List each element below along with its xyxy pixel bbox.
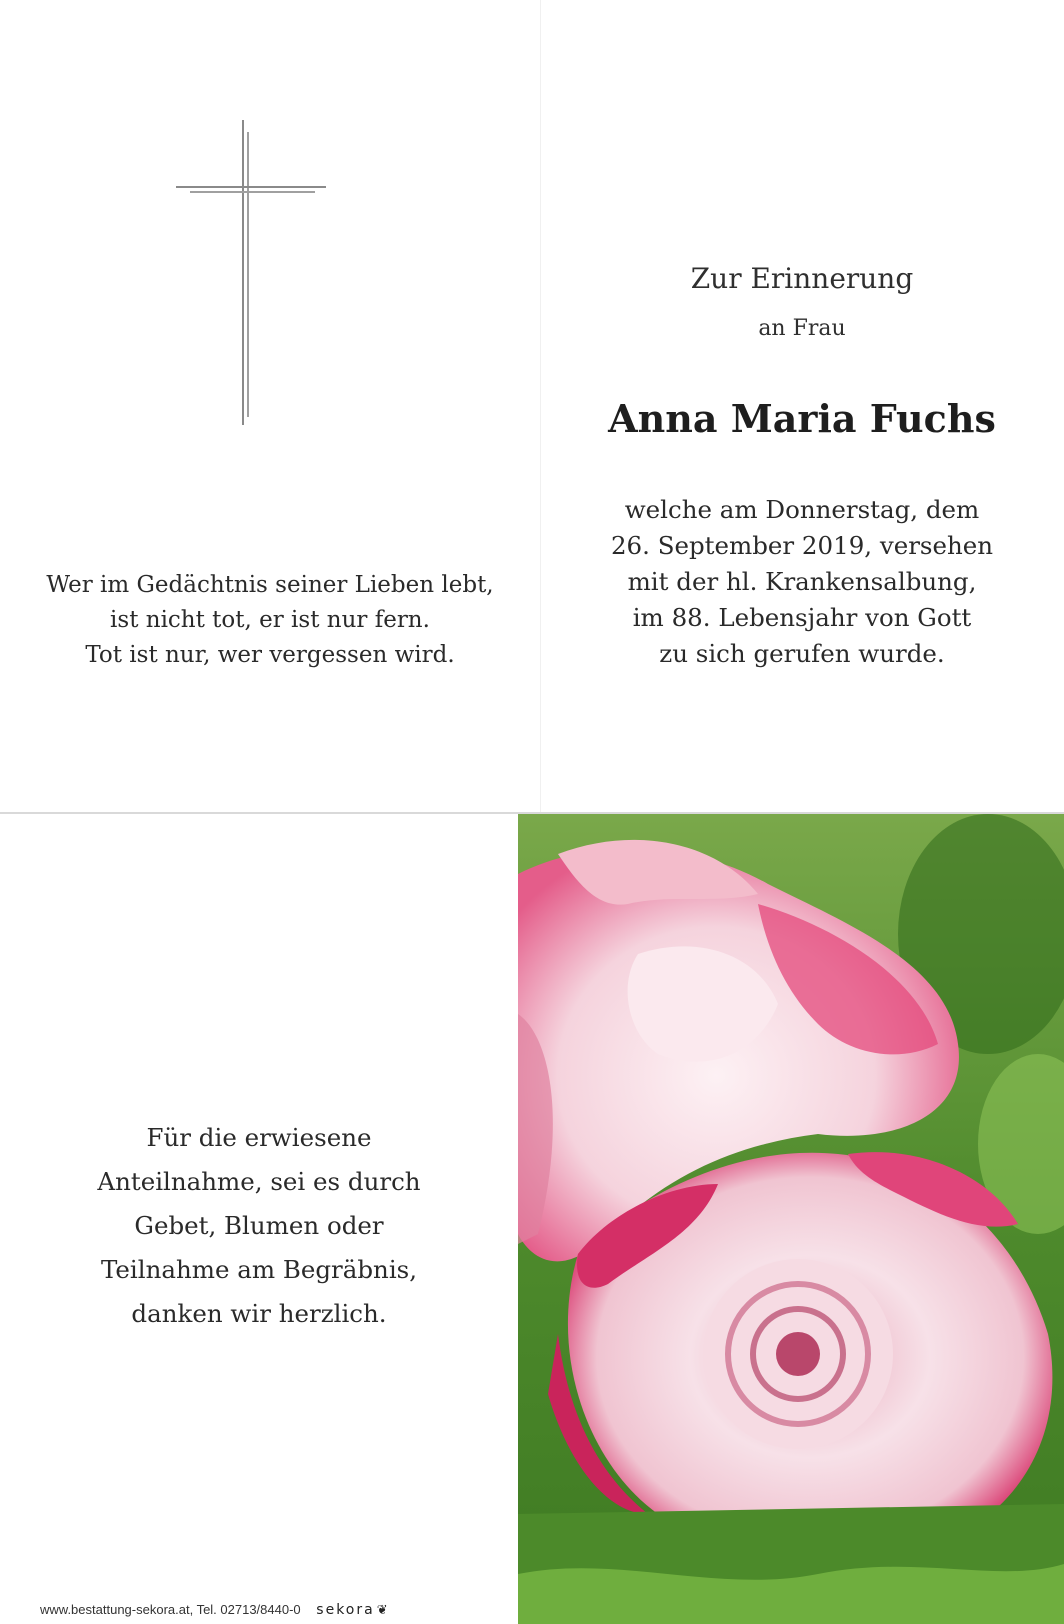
front-left-page [0, 0, 540, 812]
memory-title: Zur Erinnerung [690, 262, 914, 295]
death-notice-line: im 88. Lebensjahr von Gott [632, 603, 972, 632]
thanks-line: Teilnahme am Begräbnis, [100, 1255, 418, 1284]
death-notice-line: welche am Donnerstag, dem [624, 495, 980, 524]
death-notice-line: mit der hl. Krankensalbung, [627, 567, 977, 596]
death-notice-line: 26. September 2019, versehen [610, 531, 994, 560]
cross-icon [176, 120, 326, 425]
memorial-quote [0, 568, 540, 673]
thanks-line: Anteilnahme, sei es durch [97, 1167, 421, 1196]
thanks-line: Für die erwiesene [146, 1123, 372, 1152]
funeral-home-footer [40, 1602, 388, 1622]
thanks-line: danken wir herzlich. [131, 1299, 387, 1328]
rose-photo-panel [518, 814, 1064, 1624]
thanks-text [0, 1116, 518, 1336]
quote-line: Tot ist nur, wer vergessen wird. [85, 642, 455, 668]
rose-photo [518, 814, 1064, 1624]
memory-subtitle: an Frau [758, 316, 846, 341]
quote-line: ist nicht tot, er ist nur fern. [110, 607, 430, 633]
funeral-home-logo: sekora [316, 1602, 375, 1618]
quote-line: Wer im Gedächtnis seiner Lieben lebt, [46, 572, 494, 598]
funeral-home-contact: www.bestattung-sekora.at, Tel. 02713/8440-0 [40, 1602, 301, 1617]
thanks-line: Gebet, Blumen oder [134, 1211, 384, 1240]
leaf-icon: ❦ [376, 1602, 388, 1617]
death-notice-line: zu sich gerufen wurde. [659, 639, 945, 668]
deceased-name: Anna Maria Fuchs [608, 396, 996, 441]
death-notice-text [540, 492, 1064, 672]
